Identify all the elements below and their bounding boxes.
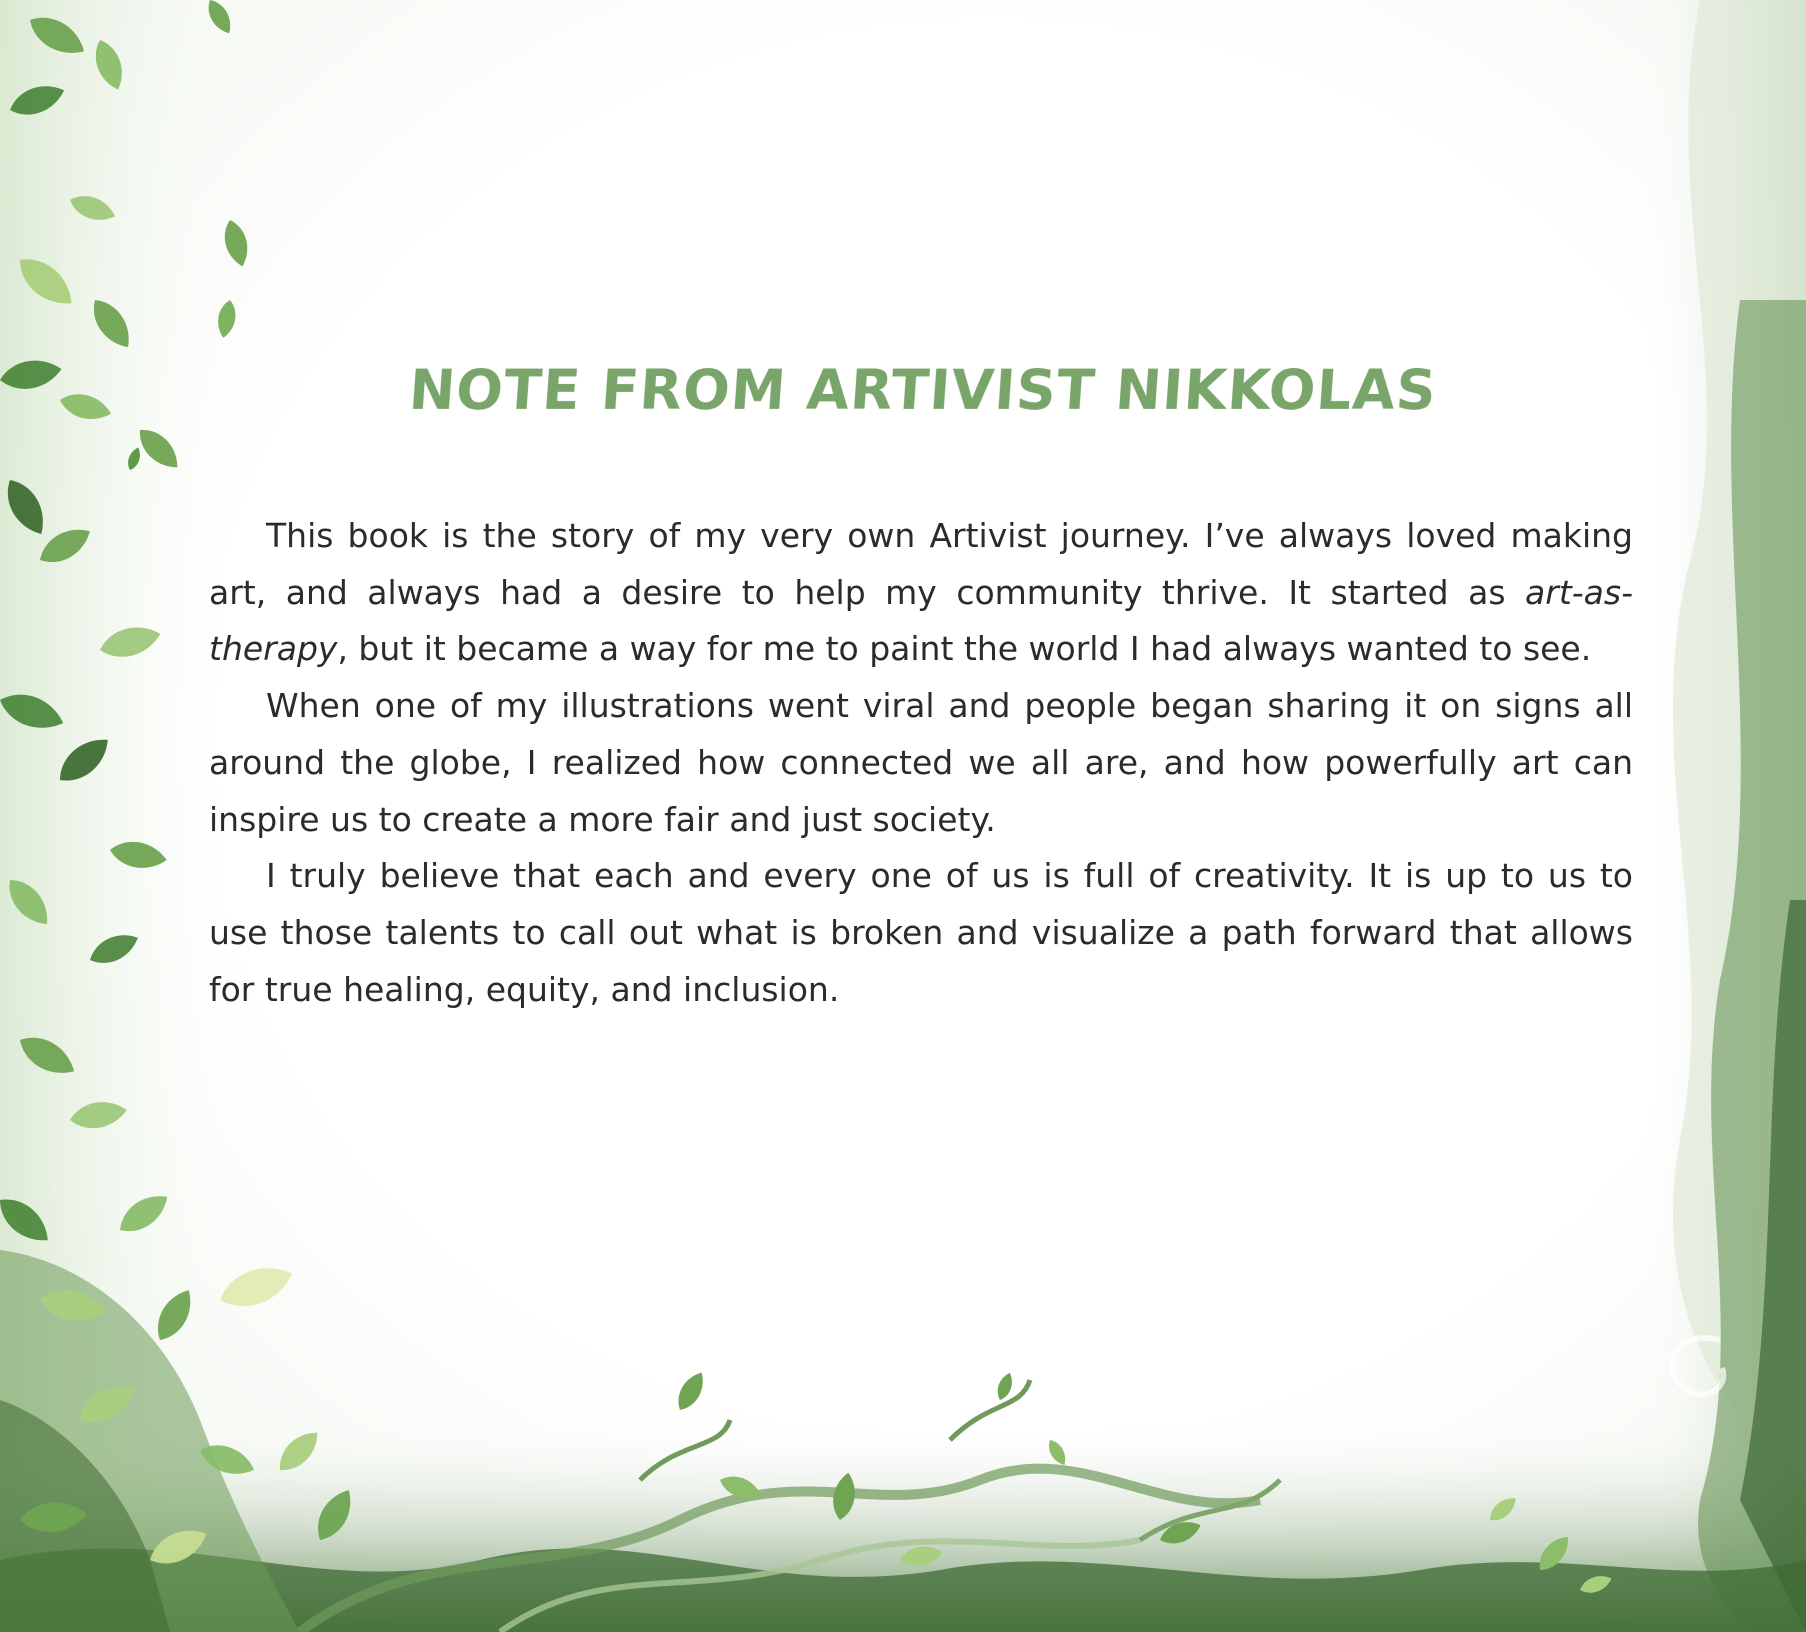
note-body — [209, 508, 1633, 1018]
paragraph-3-text: I truly believe that each and every one of us is full of creativity. It is up to us to use those talents to call out what is broken and visualize a path forward that allows for true healing, equity, and inclusion. — [209, 856, 1633, 1009]
paragraph-1 — [209, 508, 1633, 678]
paragraph-3 — [209, 848, 1633, 1018]
paragraph-1-text: This book is the story of my very own Artivist journey. I’ve always loved making art, and always had a desire to help my community thrive. It started as — [209, 516, 1633, 612]
paragraph-1-text-end: , but it became a way for me to paint the world I had always wanted to see. — [337, 629, 1592, 669]
paragraph-2-text: When one of my illustrations went viral and people began sharing it on signs all around the globe, I realized how connected we all are, and how powerfully art can inspire us to create a more fair and just society. — [209, 686, 1633, 839]
paragraph-2 — [209, 678, 1633, 848]
page-title: NOTE FROM ARTIVIST NIKKOLAS — [406, 358, 1440, 422]
paragraph-1-emphasis: art-as-therapy — [209, 572, 1633, 669]
